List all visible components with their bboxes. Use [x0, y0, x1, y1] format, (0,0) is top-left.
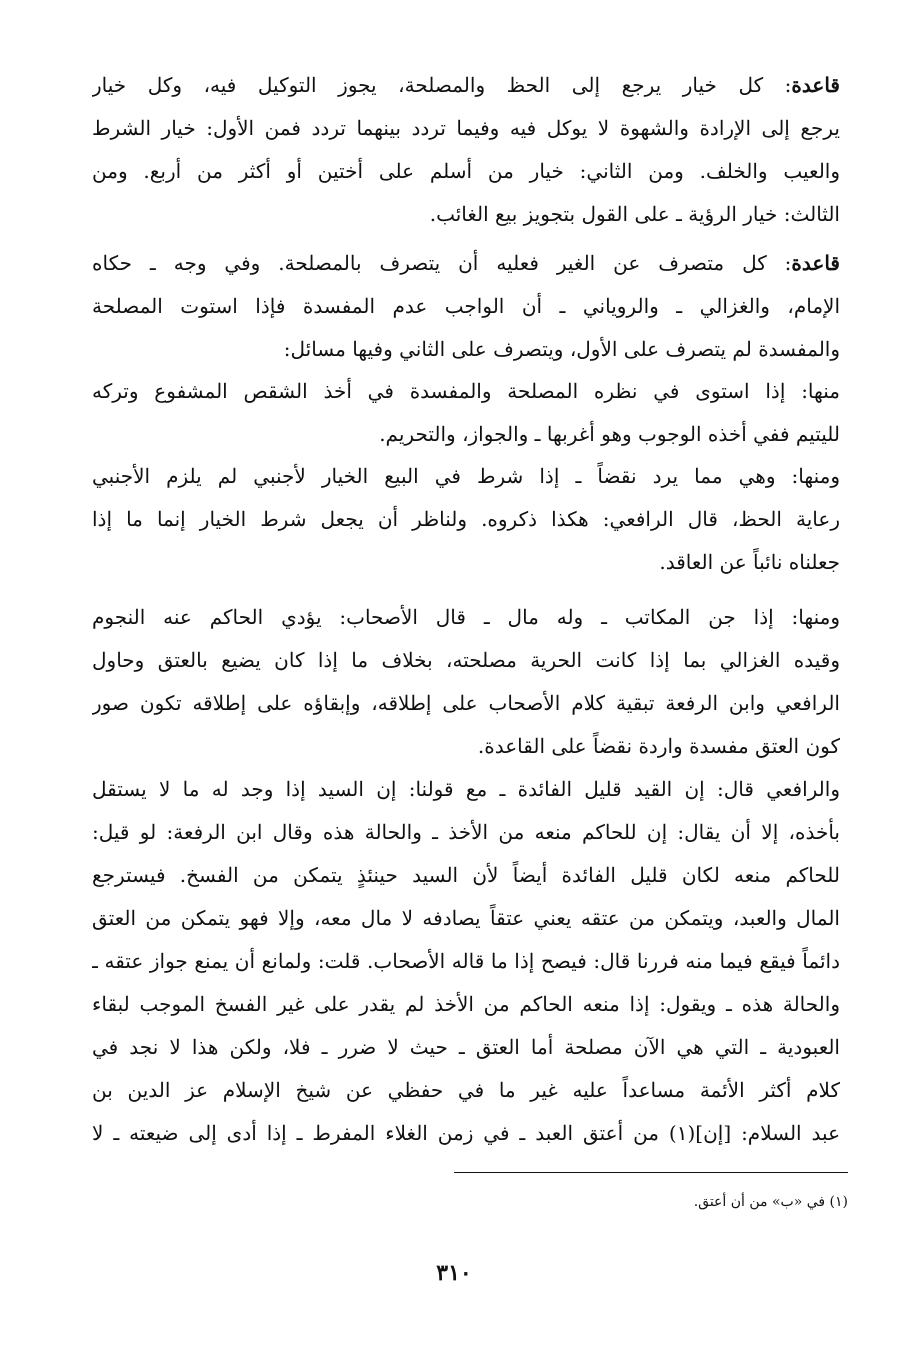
- footnote-divider: [454, 1172, 848, 1173]
- text-line: والحالة هذه ـ ويقول: إذا منعه الحاكم من الأخذ لم يقدر على غير الفسخ الموجب لبقاء: [92, 992, 840, 1016]
- text-line: رعاية الحظ، قال الرافعي: هكذا ذكروه. ولناظر أن يجعل شرط الخيار إنما ما إذا: [92, 507, 840, 531]
- paragraph-issue-preemption: [92, 370, 840, 456]
- text-line: والمفسدة لم يتصرف على الأول، ويتصرف على الثاني وفيها مسائل:: [283, 337, 840, 361]
- text-line: قاعدة: كل خيار يرجع إلى الحظ والمصلحة، يجوز التوكيل فيه، وكل خيار: [92, 73, 840, 97]
- text-line: العبودية ـ التي هي الآن مصلحة أما العتق ـ حيث لا ضرر ـ فلا، ولكن هذا لا نجد في: [92, 1035, 840, 1059]
- paragraph-rafii-discussion: [92, 768, 840, 1155]
- text-line: كون العتق مفسدة واردة نقضاً على القاعدة.: [477, 734, 840, 758]
- text-line: والعيب والخلف. ومن الثاني: خيار من أسلم على أختين أو أكثر من أربع. ومن: [92, 159, 840, 183]
- text-line: الثالث: خيار الرؤية ـ على القول بتجويز بيع الغائب.: [429, 202, 840, 226]
- text-line: للحاكم منعه لكان قليل الفائدة أيضاً لأن السيد حينئذٍ يتمكن من الفسخ. فيسترجع: [92, 863, 840, 887]
- text-line: بأخذه، إلا أن يقال: إن للحاكم منعه من الأخذ ـ والحالة هذه وقال ابن الرفعة: لو قيل:: [92, 820, 840, 844]
- text-line: منها: إذا استوى في نظره المصلحة والمفسدة في أخذ الشقص المشفوع وتركه: [92, 379, 840, 403]
- paragraph-rule-choice: [92, 64, 840, 236]
- text-line: ومنها: وهي مما يرد نقضاً ـ إذا شرط في البيع الخيار لأجنبي لم يلزم الأجنبي: [92, 464, 840, 488]
- text-line: دائماً فيقع فيما منه فررنا قال: فيصح إذا ما قاله الأصحاب. قلت: ولمانع أن يمنع جواز عتقه ـ: [92, 949, 840, 973]
- text-line: لليتيم ففي أخذه الوجوب وهو أغربها ـ والجواز، والتحريم.: [379, 422, 840, 446]
- rule-term: قاعدة: [791, 251, 840, 275]
- text-line: الرافعي وابن الرفعة تبقية كلام الأصحاب على إطلاقه، وإبقاؤه على إطلاقه تكون صور: [92, 691, 840, 715]
- text-line: ومنها: إذا جن المكاتب ـ وله مال ـ قال الأصحاب: يؤدي الحاكم عنه النجوم: [92, 605, 840, 629]
- text-line: والرافعي قال: إن القيد قليل الفائدة ـ مع قولنا: إن السيد إذا وجد له ما لا يستقل: [92, 777, 840, 801]
- text-line: جعلناه نائباً عن العاقد.: [659, 550, 840, 574]
- paragraph-rule-agent: [92, 242, 840, 371]
- text-line: المال والعبد، ويتمكن من عتقه يعني عتقاً يصادفه لا مال معه، وإلا فهو يتمكن من العتق: [92, 906, 840, 930]
- text-line: وقيده الغزالي بما إذا كانت الحرية مصلحته، بخلاف ما إذا كان يضيع بالعتق وحاول: [92, 648, 840, 672]
- footnote: (١) في «ب» من أن أعتق.: [693, 1194, 848, 1210]
- paragraph-issue-mukatab: [92, 596, 840, 768]
- text-line: يرجع إلى الإرادة والشهوة لا يوكل فيه وفيما تردد بينهما تردد فمن الأول: خيار الشرط: [92, 116, 840, 140]
- text-line: الإمام، والغزالي ـ والروياني ـ أن الواجب عدم المفسدة فإذا استوت المصلحة: [92, 294, 840, 318]
- text-line: عبد السلام: [إن](١) من أعتق العبد ـ في زمن الغلاء المفرط ـ إذا أدى إلى ضيعته ـ لا: [92, 1121, 840, 1145]
- paragraph-issue-option-stranger: [92, 455, 840, 584]
- text-line: كلام أكثر الأئمة مساعداً عليه غير ما في حفظي عن شيخ الإسلام عز الدين بن: [92, 1078, 840, 1102]
- text-line: قاعدة: كل متصرف عن الغير فعليه أن يتصرف بالمصلحة. وفي وجه ـ حكاه: [92, 251, 840, 275]
- rule-term: قاعدة: [791, 73, 840, 97]
- page-number: ٣١٠: [436, 1260, 472, 1286]
